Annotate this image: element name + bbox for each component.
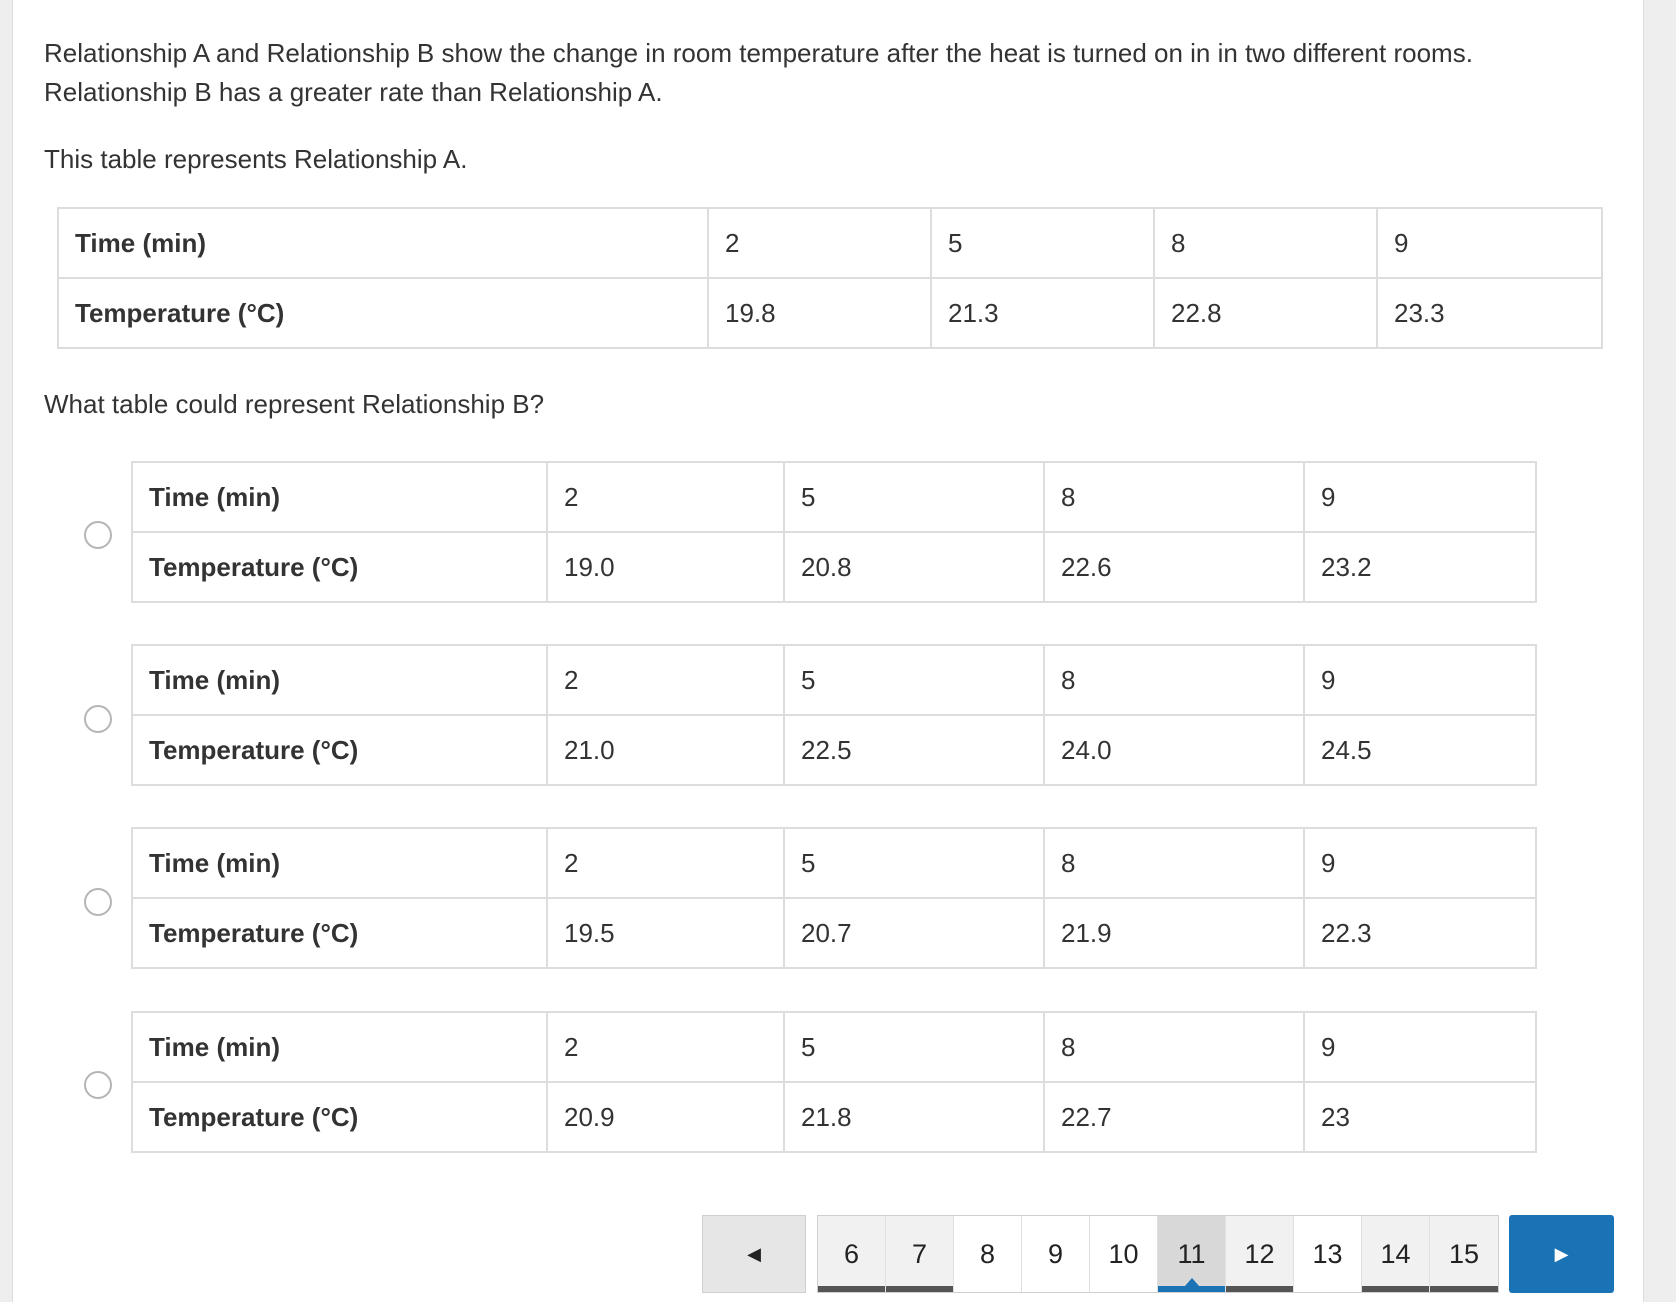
triangle-right-icon: ▶ [1554,1243,1569,1264]
cell-temp: 21.0 [547,715,784,785]
page-number: 11 [1177,1238,1206,1269]
cell-temp: 20.8 [784,532,1044,602]
option-3-table[interactable] [131,827,1537,969]
page-13-button[interactable] [1294,1216,1362,1292]
option-1-table[interactable] [131,461,1537,603]
page-6-button[interactable] [818,1216,886,1292]
cell-time: 9 [1304,1012,1536,1082]
triangle-left-icon: ◀ [747,1243,761,1264]
relationship-a-table [57,207,1603,349]
cell-time: 8 [1154,208,1377,278]
previous-button[interactable] [702,1215,806,1293]
cell-temp: 19.8 [708,278,931,348]
table-row [132,828,1536,898]
cell-temp: 19.0 [547,532,784,602]
option-2-table[interactable] [131,644,1537,786]
cell-temp: 24.0 [1044,715,1304,785]
page-9-button[interactable] [1022,1216,1090,1292]
row-header-temperature: Temperature (°C) [58,278,708,348]
cell-time: 2 [547,462,784,532]
row-header-time: Time (min) [132,828,547,898]
cell-time: 5 [784,462,1044,532]
next-button[interactable] [1509,1215,1614,1293]
cell-temp: 21.9 [1044,898,1304,968]
option-1-radio[interactable] [84,521,112,549]
cell-temp: 24.5 [1304,715,1536,785]
cell-temp: 19.5 [547,898,784,968]
cell-time: 9 [1304,462,1536,532]
row-header-temperature: Temperature (°C) [132,898,547,968]
page-number: 12 [1244,1238,1275,1269]
option-3-radio[interactable] [84,888,112,916]
page-10-button[interactable] [1090,1216,1158,1292]
cell-temp: 20.7 [784,898,1044,968]
cell-temp: 22.8 [1154,278,1377,348]
cell-time: 8 [1044,828,1304,898]
page-number: 6 [843,1238,860,1269]
page-14-button[interactable] [1362,1216,1430,1292]
page-number: 15 [1448,1238,1480,1269]
page-number: 7 [911,1238,928,1269]
pagination [817,1215,1499,1293]
row-header-time: Time (min) [132,645,547,715]
cell-time: 9 [1304,828,1536,898]
page-7-button[interactable] [886,1216,954,1292]
row-header-temperature: Temperature (°C) [132,532,547,602]
row-header-temperature: Temperature (°C) [132,715,547,785]
cell-time: 8 [1044,1012,1304,1082]
cell-temp: 22.6 [1044,532,1304,602]
page-11-button[interactable] [1158,1216,1226,1292]
page-number: 10 [1108,1238,1139,1269]
table-row [132,462,1536,532]
cell-time: 8 [1044,645,1304,715]
cell-temp: 22.3 [1304,898,1536,968]
cell-temp: 22.7 [1044,1082,1304,1152]
page-number: 14 [1380,1238,1411,1269]
table-row [132,645,1536,715]
cell-temp: 21.3 [931,278,1154,348]
question-prompt: Relationship A and Relationship B show the change in room temperature after the heat is turned on in in two different rooms. Relationship B has a greater rate than Relationship A. [44,38,1473,107]
current-page-caret-icon [1185,1278,1199,1286]
table-row [132,715,1536,785]
row-header-temperature: Temperature (°C) [132,1082,547,1152]
option-2-radio[interactable] [84,705,112,733]
page-12-button[interactable] [1226,1216,1294,1292]
question-ask: What table could represent Relationship B? [44,389,545,419]
cell-time: 2 [547,828,784,898]
question-panel [12,0,1644,1302]
cell-temp: 22.5 [784,715,1044,785]
page-8-button[interactable] [954,1216,1022,1292]
page-number: 9 [1047,1238,1064,1269]
cell-time: 8 [1044,462,1304,532]
cell-time: 5 [784,1012,1044,1082]
table-row [132,1012,1536,1082]
page-number: 13 [1312,1238,1343,1269]
cell-temp: 23.2 [1304,532,1536,602]
cell-time: 5 [784,645,1044,715]
cell-time: 9 [1304,645,1536,715]
table-intro: This table represents Relationship A. [44,144,468,174]
cell-temp: 20.9 [547,1082,784,1152]
cell-time: 2 [547,645,784,715]
table-row [58,208,1602,278]
cell-time: 5 [784,828,1044,898]
cell-time: 5 [931,208,1154,278]
row-header-time: Time (min) [132,462,547,532]
cell-time: 2 [708,208,931,278]
cell-temp: 23 [1304,1082,1536,1152]
page-15-button[interactable] [1430,1216,1498,1292]
cell-temp: 23.3 [1377,278,1602,348]
page-number: 8 [979,1238,996,1269]
cell-time: 9 [1377,208,1602,278]
table-row [132,1082,1536,1152]
table-row [58,278,1602,348]
row-header-time: Time (min) [132,1012,547,1082]
option-4-table[interactable] [131,1011,1537,1153]
table-row [132,532,1536,602]
row-header-time: Time (min) [58,208,708,278]
table-row [132,898,1536,968]
option-4-radio[interactable] [84,1071,112,1099]
cell-temp: 21.8 [784,1082,1044,1152]
cell-time: 2 [547,1012,784,1082]
